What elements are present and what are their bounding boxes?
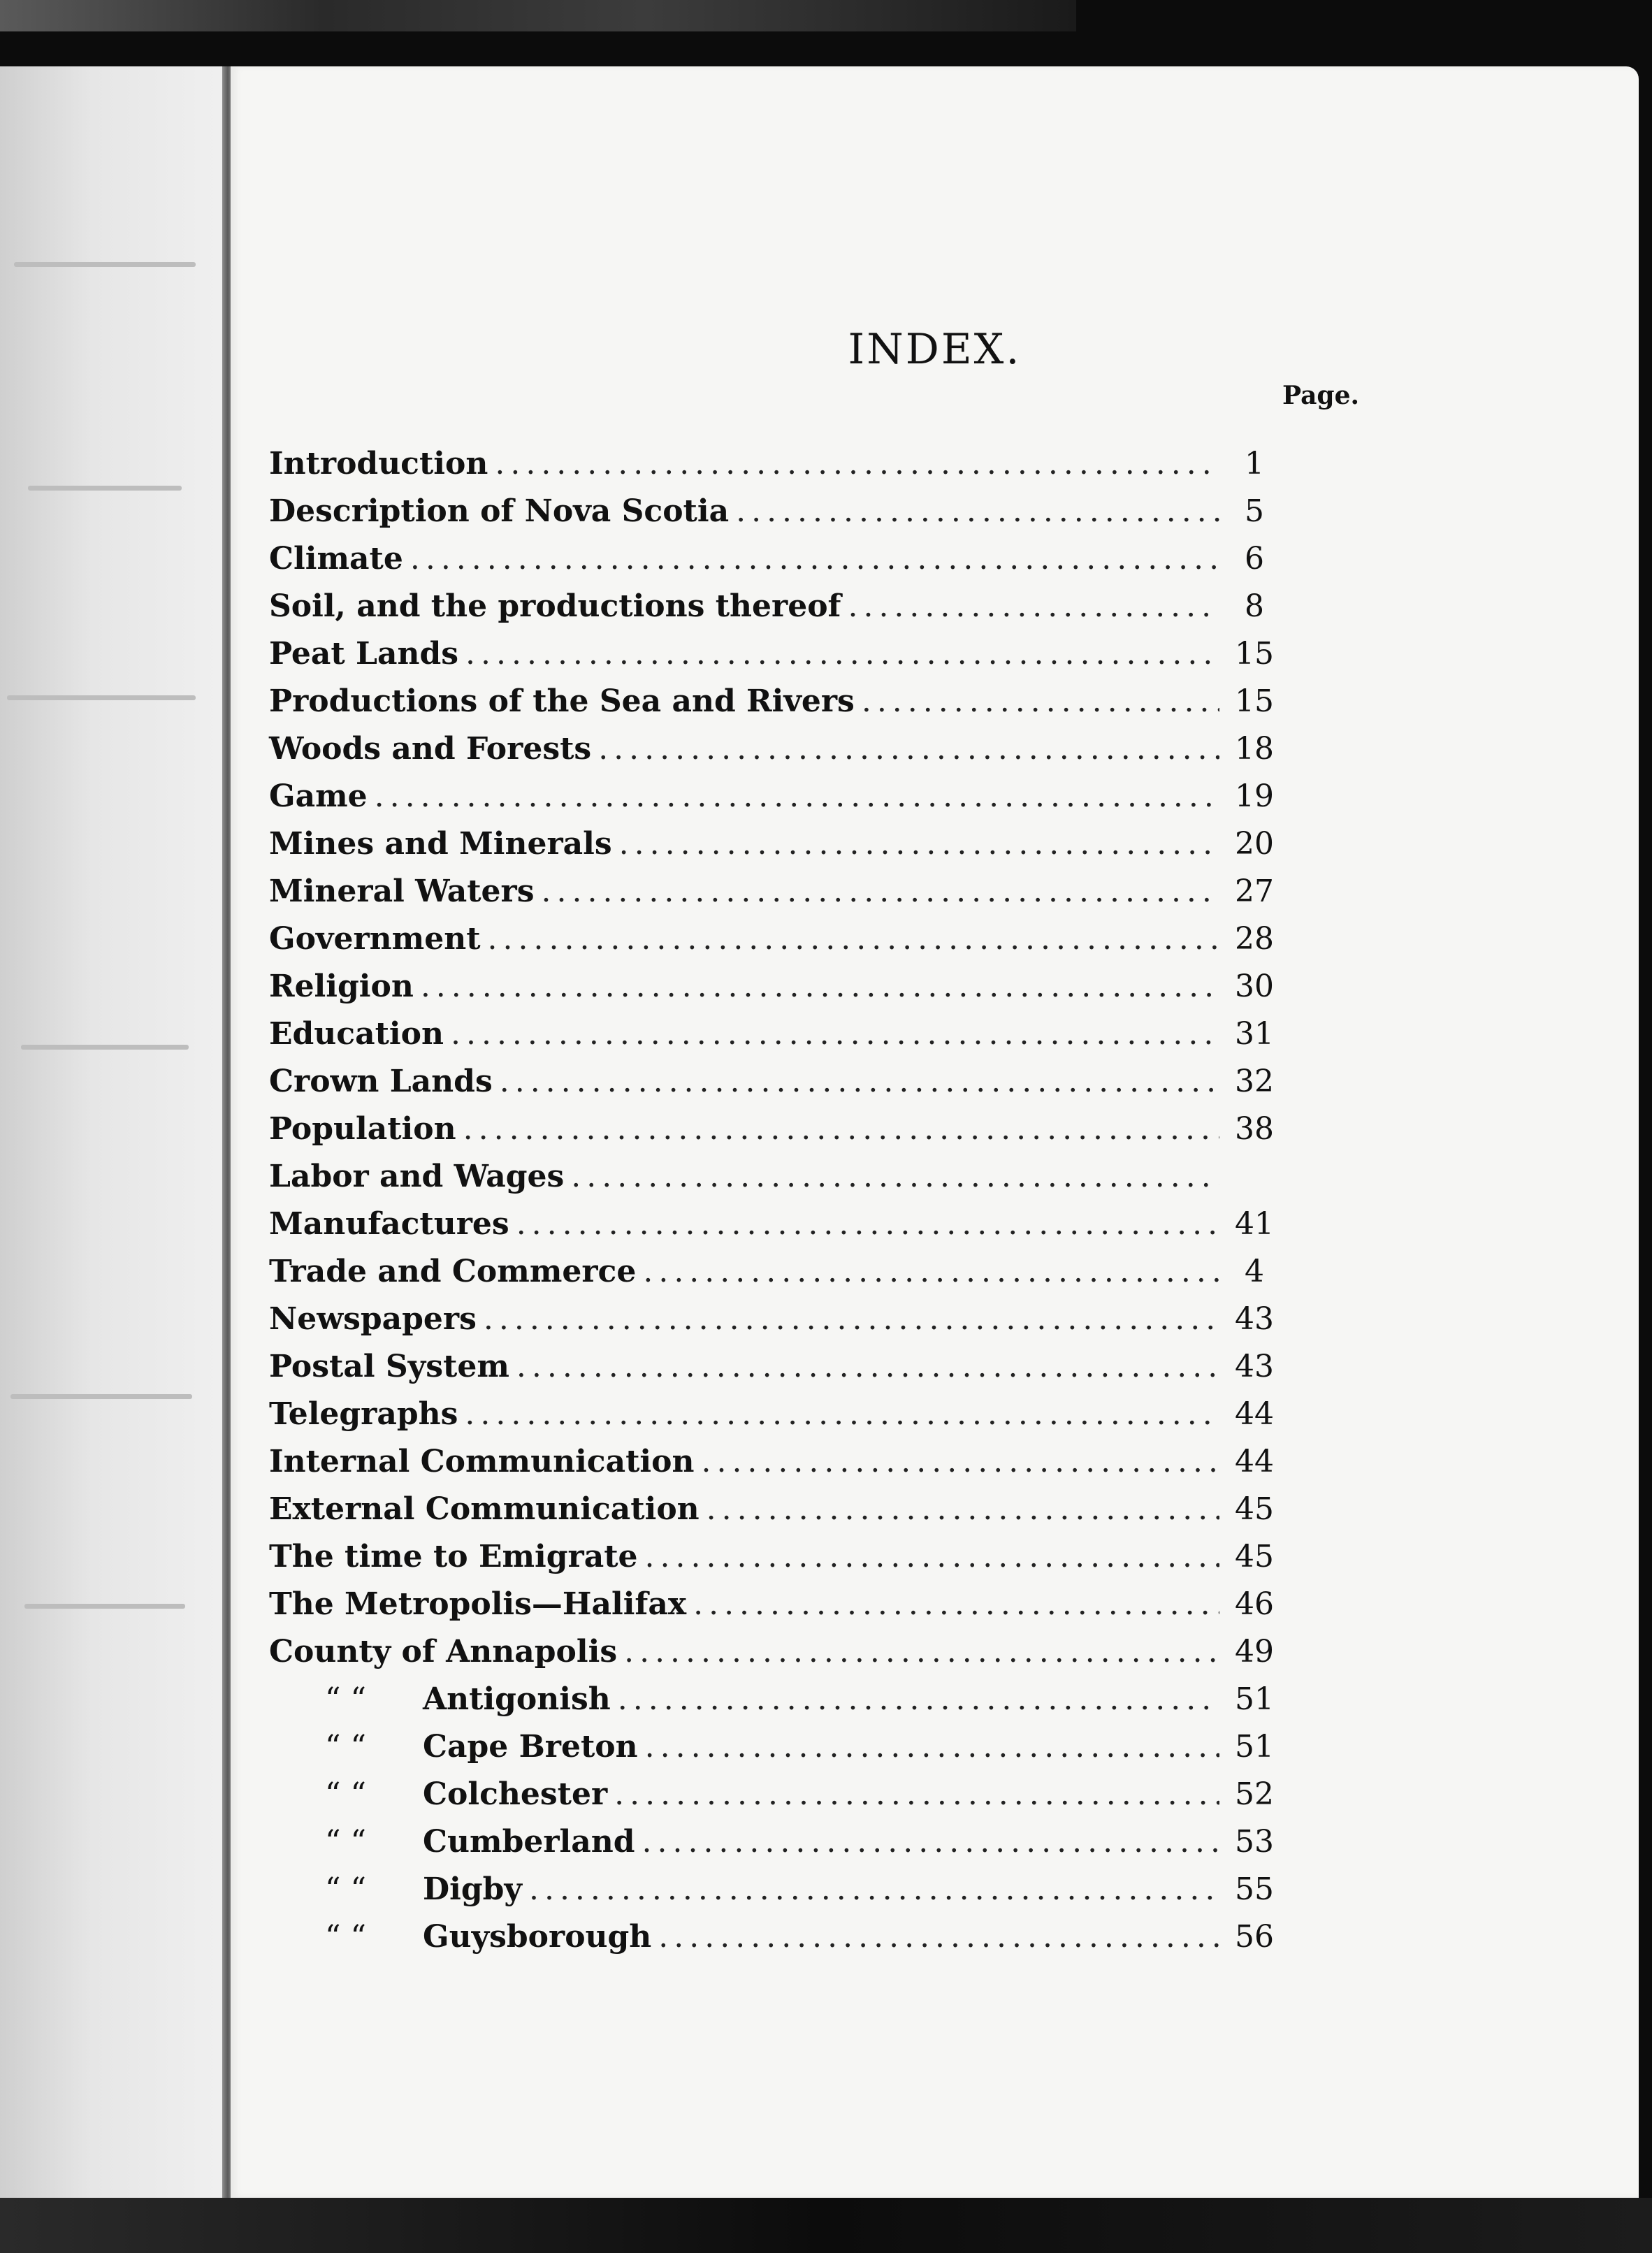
index-entry [269, 630, 1282, 678]
entry-label: The time to Emigrate [269, 1539, 638, 1574]
dot-leader [645, 1533, 1219, 1581]
dot-leader [375, 773, 1219, 820]
entry-label: Postal System [269, 1349, 509, 1384]
entry-label: Guysborough [423, 1919, 652, 1955]
entry-label: Digby [423, 1871, 522, 1907]
dot-leader [451, 1010, 1219, 1058]
dot-leader [465, 1391, 1219, 1438]
index-entry [269, 1058, 1282, 1106]
dot-leader [495, 440, 1219, 488]
index-entry [269, 1343, 1282, 1391]
entry-label: Introduction [269, 446, 488, 481]
entry-label: Productions of the Sea and Rivers [269, 683, 855, 719]
dot-leader [484, 1296, 1219, 1343]
dot-leader [463, 1106, 1219, 1153]
entry-page-number: 19 [1235, 778, 1274, 814]
ditto-mark: “ “ [325, 1824, 366, 1860]
entry-label: Description of Nova Scotia [269, 493, 730, 529]
entry-page-number: 45 [1235, 1491, 1274, 1527]
dot-leader [848, 583, 1219, 630]
entry-label: Religion [269, 969, 414, 1004]
page-column-heading: Page. [1282, 381, 1360, 410]
index-entry [269, 1628, 1282, 1676]
dot-leader [516, 1201, 1219, 1248]
dot-leader [658, 1913, 1219, 1961]
index-entry [269, 535, 1282, 583]
scan-top-border [0, 0, 1076, 31]
entry-page-number: 30 [1235, 969, 1274, 1004]
entry-label: Crown Lands [269, 1064, 493, 1099]
index-entry [269, 488, 1282, 535]
entry-label: Mines and Minerals [269, 826, 612, 862]
entry-label: External Communication [269, 1491, 700, 1527]
entry-label: Labor and Wages [269, 1159, 565, 1194]
ditto-mark: “ “ [325, 1729, 366, 1765]
entry-label: Antigonish [423, 1681, 611, 1717]
entry-label: Peat Lands [269, 636, 459, 672]
dot-leader [421, 963, 1219, 1010]
dot-leader [614, 1771, 1219, 1818]
index-entry [269, 440, 1282, 488]
dot-leader [701, 1438, 1219, 1486]
index-entry [269, 1581, 1282, 1628]
entry-page-number: 52 [1235, 1776, 1274, 1812]
entry-page-number: 32 [1235, 1064, 1274, 1099]
scan-bottom-border [0, 2198, 1652, 2253]
index-entry [269, 915, 1282, 963]
dot-leader [645, 1723, 1219, 1771]
ditto-mark: “ “ [325, 1776, 366, 1812]
entry-page-number: 5 [1245, 493, 1264, 529]
entry-page-number: 51 [1235, 1681, 1274, 1717]
index-entry [269, 1248, 1282, 1296]
dot-leader [488, 915, 1219, 963]
entry-page-number: 45 [1235, 1539, 1274, 1574]
index-entry [269, 1676, 1282, 1723]
entry-label: Manufactures [269, 1206, 509, 1242]
entry-page-number: 43 [1235, 1301, 1274, 1337]
index-entry [269, 820, 1282, 868]
entry-label: Cumberland [423, 1824, 635, 1860]
entry-label: Woods and Forests [269, 731, 592, 767]
dot-leader [624, 1628, 1219, 1676]
entry-label: Newspapers [269, 1301, 477, 1337]
entry-label: Colchester [423, 1776, 608, 1812]
entry-label: Education [269, 1016, 444, 1052]
entry-page-number: 56 [1235, 1919, 1274, 1955]
index-entry [269, 1106, 1282, 1153]
entry-page-number: 1 [1245, 446, 1264, 481]
dot-leader [500, 1058, 1219, 1106]
ditto-mark: “ “ [325, 1871, 366, 1907]
dot-leader [619, 820, 1219, 868]
entry-page-number: 46 [1235, 1586, 1274, 1622]
index-entry [269, 963, 1282, 1010]
index-entry [269, 1723, 1282, 1771]
dot-leader [736, 488, 1219, 535]
dot-leader [465, 630, 1219, 678]
entry-label: Population [269, 1111, 456, 1147]
ditto-mark: “ “ [325, 1681, 366, 1717]
entry-page-number: 51 [1235, 1729, 1274, 1765]
entry-page-number: 44 [1235, 1396, 1274, 1432]
dot-leader [529, 1866, 1219, 1913]
index-entry [269, 1818, 1282, 1866]
ditto-mark: “ “ [325, 1919, 366, 1955]
index-entry [269, 1533, 1282, 1581]
entry-label: County of Annapolis [269, 1634, 618, 1669]
index-entries [269, 440, 1282, 1961]
dot-leader [571, 1153, 1219, 1201]
index-entry [269, 1771, 1282, 1818]
index-entry [269, 1201, 1282, 1248]
entry-label: Telegraphs [269, 1396, 458, 1432]
index-entry [269, 1438, 1282, 1486]
entry-label: Government [269, 921, 481, 957]
entry-label: Cape Breton [423, 1729, 638, 1765]
facing-page-edge [0, 66, 231, 2198]
page-title: INDEX. [848, 325, 1022, 374]
dot-leader [862, 678, 1219, 725]
dot-leader [542, 868, 1220, 915]
index-entry [269, 725, 1282, 773]
entry-page-number: 44 [1235, 1444, 1274, 1479]
entry-page-number: 8 [1245, 588, 1264, 624]
dot-leader [643, 1248, 1219, 1296]
index-entry [269, 678, 1282, 725]
index-entry [269, 1486, 1282, 1533]
dot-leader [598, 725, 1219, 773]
dot-leader [642, 1818, 1220, 1866]
entry-page-number: 41 [1235, 1206, 1274, 1242]
entry-page-number: 53 [1235, 1824, 1274, 1860]
index-entry [269, 1866, 1282, 1913]
entry-label: Game [269, 778, 368, 814]
entry-label: Internal Communication [269, 1444, 695, 1479]
index-entry [269, 583, 1282, 630]
entry-label: Mineral Waters [269, 874, 535, 909]
index-entry [269, 868, 1282, 915]
index-entry [269, 1296, 1282, 1343]
entry-page-number: 38 [1235, 1111, 1274, 1147]
entry-page-number: 15 [1235, 683, 1274, 719]
entry-label: Climate [269, 541, 403, 577]
entry-page-number: 55 [1235, 1871, 1274, 1907]
index-entry [269, 773, 1282, 820]
entry-page-number: 28 [1235, 921, 1274, 957]
index-entry [269, 1913, 1282, 1961]
entry-page-number: 6 [1245, 541, 1264, 577]
index-entry [269, 1391, 1282, 1438]
entry-label: Trade and Commerce [269, 1254, 637, 1289]
dot-leader [410, 535, 1219, 583]
entry-page-number: 15 [1235, 636, 1274, 672]
entry-page-number: 31 [1235, 1016, 1274, 1052]
entry-page-number: 18 [1235, 731, 1274, 767]
entry-page-number: 4 [1245, 1254, 1264, 1289]
entry-page-number: 49 [1235, 1634, 1274, 1669]
dot-leader [693, 1581, 1219, 1628]
entry-label: Soil, and the productions thereof [269, 588, 841, 624]
entry-page-number: 43 [1235, 1349, 1274, 1384]
dot-leader [516, 1343, 1219, 1391]
entry-label: The Metropolis—Halifax [269, 1586, 687, 1622]
index-entry [269, 1010, 1282, 1058]
index-page [231, 66, 1639, 2198]
entry-page-number: 20 [1235, 826, 1274, 862]
index-entry [269, 1153, 1282, 1201]
dot-leader [618, 1676, 1219, 1723]
dot-leader [707, 1486, 1219, 1533]
entry-page-number: 27 [1235, 874, 1274, 909]
